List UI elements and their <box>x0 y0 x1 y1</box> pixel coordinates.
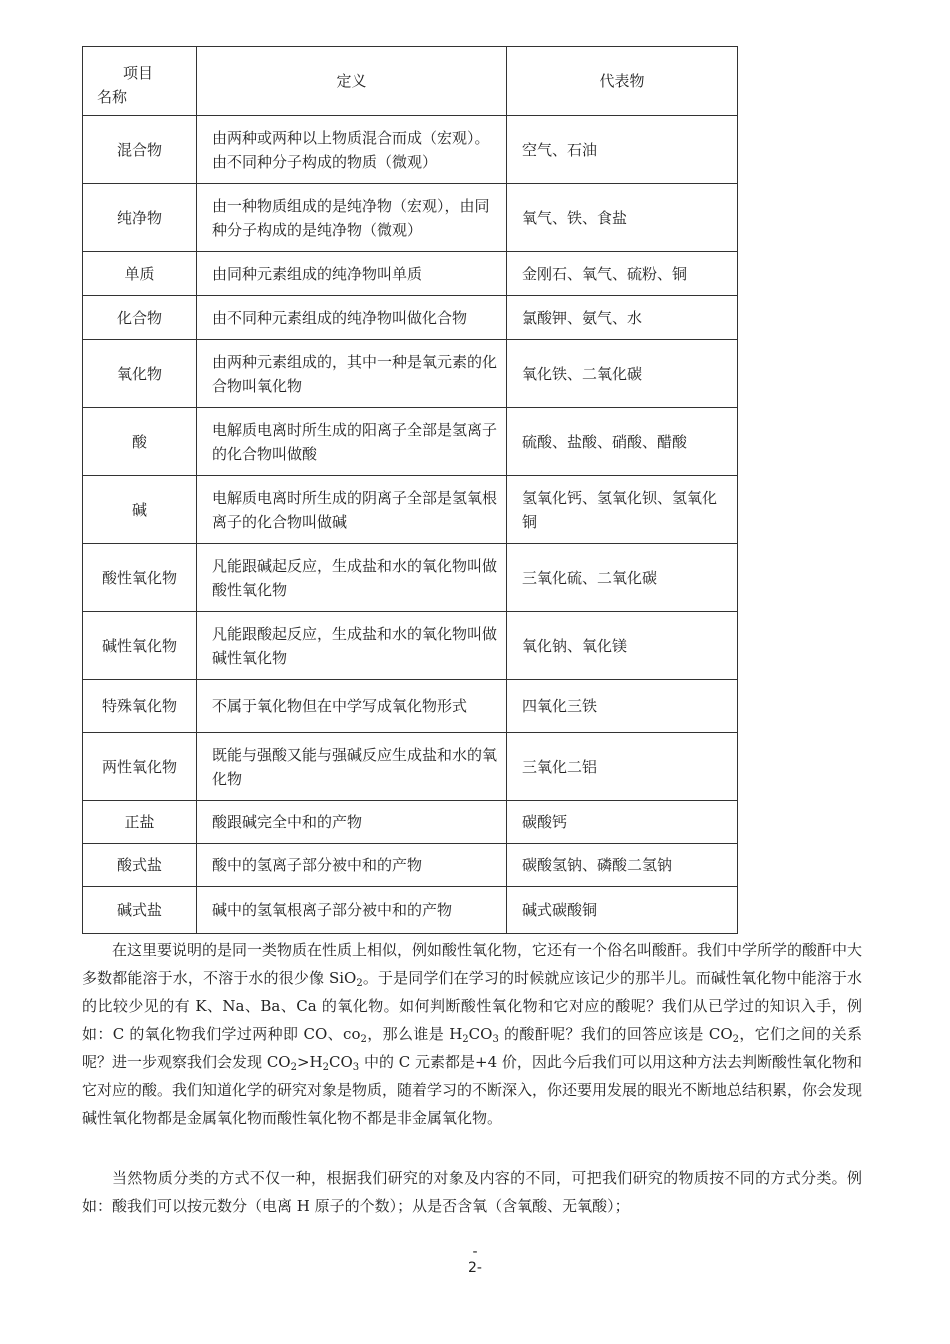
subscript: 3 <box>492 1034 499 1045</box>
paragraph-text: ，那么谁是 H <box>366 1025 463 1043</box>
table-row <box>83 544 738 612</box>
paragraph-text: 中的 C 元素都是+4 价，因此今后我们可以用这种方法去判断酸性氧化物和它对应的酸。我们知道化学的研究对象是物质，随着学习的不断深入，你还要用发展的眼光不断地总结积累，你会发现碱性氧化物都是金属氧化物而酸性氧化物不都是非金属氧化物。 <box>82 1053 863 1127</box>
row-name-cell: 化合物 <box>83 296 197 340</box>
row-examples-cell: 金刚石、氧气、硫粉、铜 <box>507 252 738 296</box>
row-examples-cell: 硫酸、盐酸、硝酸、醋酸 <box>507 408 738 476</box>
table-row <box>83 680 738 733</box>
row-examples-cell: 三氧化硫、二氧化碳 <box>507 544 738 612</box>
row-name-cell: 特殊氧化物 <box>83 680 197 733</box>
row-examples-cell: 碱式碳酸铜 <box>507 887 738 934</box>
corner-header-top: 项目 <box>123 64 154 82</box>
table-row <box>83 612 738 680</box>
table-row <box>83 296 738 340</box>
table-row <box>83 184 738 252</box>
paragraph-text: 在这里要说明的是同一类物质在性质上相似，例如酸性氧化物，它还有一个俗名叫酸酐。我们中学所学的酸酐中大多数都能溶于水，不溶于水的很少像 SiO <box>82 941 863 987</box>
row-definition-cell: 电解质电离时所生成的阳离子全部是氢离子的化合物叫做酸 <box>197 408 507 476</box>
row-examples-cell: 空气、石油 <box>507 116 738 184</box>
footer-dash: - <box>472 1244 478 1260</box>
row-definition-cell: 由同种元素组成的纯净物叫单质 <box>197 252 507 296</box>
paragraph-text: 的酸酐呢？我们的回答应该是 CO <box>498 1025 733 1043</box>
page-number: 2- <box>468 1260 482 1276</box>
paragraph-acid-anhydride <box>82 936 862 1132</box>
table-body <box>83 116 738 934</box>
subscript: 2 <box>356 978 363 989</box>
table-row <box>83 252 738 296</box>
row-definition-cell: 酸跟碱完全中和的产物 <box>197 801 507 844</box>
row-definition-cell: 由一种物质组成的是纯净物（宏观），由同种分子构成的是纯净物（微观） <box>197 184 507 252</box>
row-name-cell: 碱式盐 <box>83 887 197 934</box>
row-name-cell: 混合物 <box>83 116 197 184</box>
row-definition-cell: 电解质电离时所生成的阴离子全部是氢氧根离子的化合物叫做碱 <box>197 476 507 544</box>
row-definition-cell: 凡能跟碱起反应，生成盐和水的氧化物叫做酸性氧化物 <box>197 544 507 612</box>
table-row <box>83 733 738 801</box>
row-name-cell: 碱 <box>83 476 197 544</box>
row-definition-cell: 由不同种元素组成的纯净物叫做化合物 <box>197 296 507 340</box>
row-definition-cell: 凡能跟酸起反应，生成盐和水的氧化物叫做碱性氧化物 <box>197 612 507 680</box>
row-definition-cell: 由两种或两种以上物质混合而成（宏观）。由不同种分子构成的物质（微观） <box>197 116 507 184</box>
row-examples-cell: 氧化钠、氧化镁 <box>507 612 738 680</box>
row-definition-cell: 酸中的氢离子部分被中和的产物 <box>197 844 507 887</box>
examples-header: 代表物 <box>507 47 738 116</box>
row-examples-cell: 氧气、铁、食盐 <box>507 184 738 252</box>
row-examples-cell: 四氧化三铁 <box>507 680 738 733</box>
row-name-cell: 正盐 <box>83 801 197 844</box>
row-examples-cell: 氢氧化钙、氢氧化钡、氢氧化铜 <box>507 476 738 544</box>
row-definition-cell: 既能与强酸又能与强碱反应生成盐和水的氧化物 <box>197 733 507 801</box>
table-header-row <box>83 47 738 116</box>
row-name-cell: 酸式盐 <box>83 844 197 887</box>
row-definition-cell: 不属于氧化物但在中学写成氧化物形式 <box>197 680 507 733</box>
table-row <box>83 340 738 408</box>
subscript: 2 <box>290 1062 297 1073</box>
table-row <box>83 408 738 476</box>
table-row <box>83 844 738 887</box>
row-name-cell: 碱性氧化物 <box>83 612 197 680</box>
paragraph-text: 。于是同学们在学习的时候就应该记少的那半儿。而碱性氧化物中能溶于水的比较少见的有 K、Na、Ba、Ca 的氧化物。如何判断酸性氧化物和它对应的酸呢？我们从已学过的知识入手，例如：C 的氧化物我们学过两种即 CO、co <box>82 969 862 1043</box>
subscript: 2 <box>732 1034 740 1045</box>
corner-header-bottom: 名称 <box>97 88 128 106</box>
row-examples-cell: 氧化铁、二氧化碳 <box>507 340 738 408</box>
paragraph-text: ，它们之间的关系呢？进一步观察我们会发现 CO <box>82 1025 862 1071</box>
classification-table <box>82 46 738 934</box>
table-row <box>83 116 738 184</box>
row-definition-cell: 由两种元素组成的，其中一种是氧元素的化合物叫氧化物 <box>197 340 507 408</box>
row-name-cell: 酸 <box>83 408 197 476</box>
definition-header: 定义 <box>197 47 507 116</box>
paragraph-classification-methods: 当然物质分类的方式不仅一种，根据我们研究的对象及内容的不同，可把我们研究的物质按不同的方式分类。例如：酸我们可以按元数分（电离 H 原子的个数）；从是否含氧（含氧酸、无氧酸）； <box>82 1169 862 1215</box>
subscript: 2 <box>322 1062 330 1073</box>
row-examples-cell: 碳酸钙 <box>507 801 738 844</box>
row-examples-cell: 碳酸氢钠、磷酸二氢钠 <box>507 844 738 887</box>
subscript: 3 <box>352 1062 360 1073</box>
row-examples-cell: 氯酸钾、氨气、水 <box>507 296 738 340</box>
subscript: 2 <box>360 1034 367 1045</box>
row-definition-cell: 碱中的氢氧根离子部分被中和的产物 <box>197 887 507 934</box>
paragraph-text: >H <box>296 1053 323 1071</box>
table-row <box>83 476 738 544</box>
paragraph-text: CO <box>468 1025 493 1043</box>
row-name-cell: 酸性氧化物 <box>83 544 197 612</box>
row-name-cell: 单质 <box>83 252 197 296</box>
row-name-cell: 两性氧化物 <box>83 733 197 801</box>
corner-header-cell <box>83 47 197 116</box>
subscript: 2 <box>462 1034 469 1045</box>
row-name-cell: 氧化物 <box>83 340 197 408</box>
row-examples-cell: 三氧化二铝 <box>507 733 738 801</box>
paragraph-text: CO <box>329 1053 353 1071</box>
row-name-cell: 纯净物 <box>83 184 197 252</box>
table-row <box>83 887 738 934</box>
table-row <box>83 801 738 844</box>
